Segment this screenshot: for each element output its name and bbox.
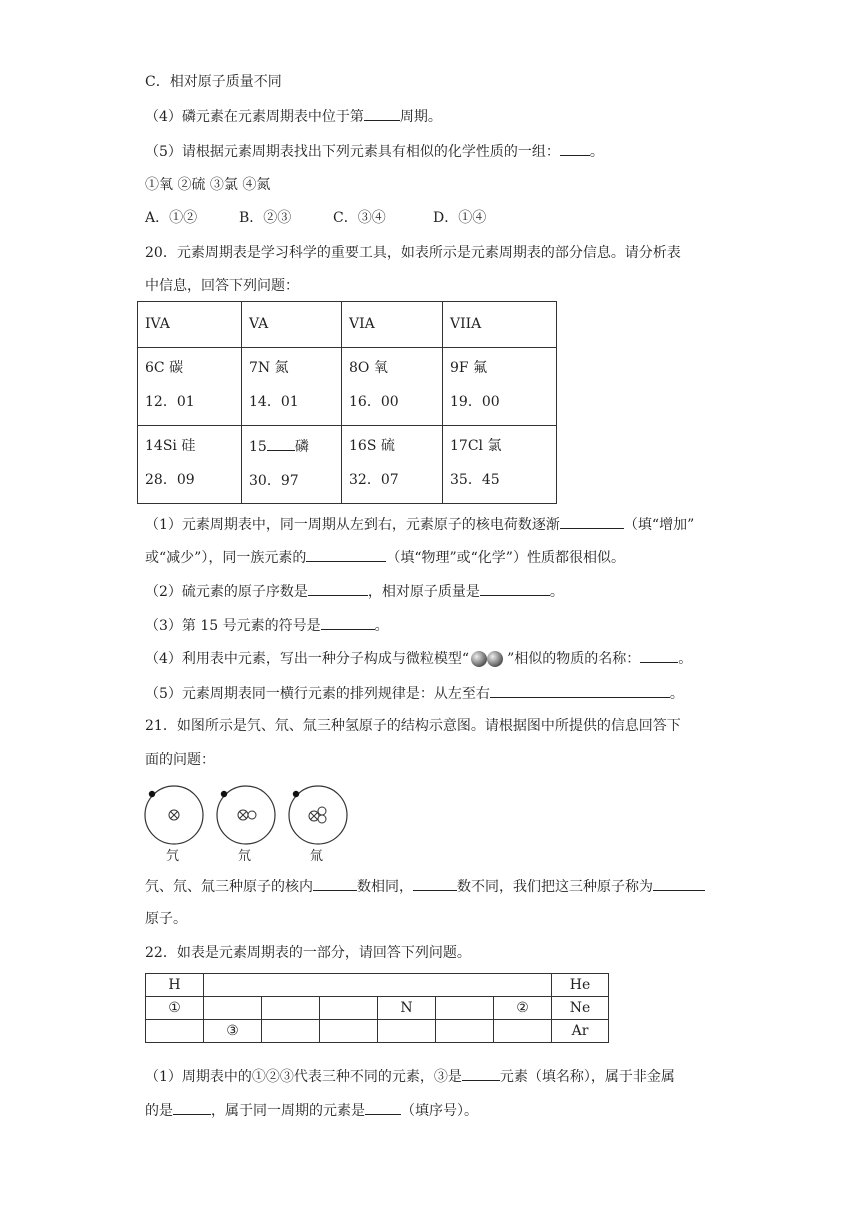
- periodic-table-20: [137, 301, 557, 504]
- element-mass: 14．01: [249, 394, 299, 410]
- element-cell: [494, 1020, 552, 1043]
- option-a[interactable]: A．①②: [145, 210, 198, 226]
- question-21-stem: 21．如图所示是氕、氘、氚三种氢原子的结构示意图。请根据图中所提供的信息回答下: [145, 718, 681, 734]
- answer-blank[interactable]: [313, 876, 357, 891]
- answer-blank[interactable]: [480, 581, 550, 596]
- group-header: IVA: [138, 302, 242, 348]
- answer-blank[interactable]: [365, 1100, 401, 1115]
- element-cell: ②: [494, 997, 552, 1020]
- question-21-stem-2: 面的问题：: [145, 752, 215, 768]
- answer-blank[interactable]: [308, 581, 368, 596]
- deuterium-label: 氘: [238, 849, 252, 864]
- element-cell: H: [146, 974, 204, 997]
- q21-answer-line: [145, 876, 705, 897]
- q20-part4: [145, 648, 692, 669]
- element-cell: [204, 997, 262, 1020]
- element-mass: 19．00: [450, 394, 500, 410]
- element-cell: [262, 1020, 320, 1043]
- group-header: VA: [242, 302, 342, 348]
- q5-prefix: （5）请根据元素周期表找出下列元素具有相似的化学性质的一组：: [145, 144, 560, 160]
- element-cell: [146, 1020, 204, 1043]
- element-cell: Ar: [552, 1020, 609, 1043]
- protium-label: 氕: [166, 849, 180, 864]
- q20-part3: [145, 615, 389, 636]
- element-mass: 16．00: [349, 394, 399, 410]
- atomic-number: 15: [249, 439, 267, 455]
- group-header: VIA: [342, 302, 443, 348]
- element-name: 7N 氮: [249, 360, 289, 376]
- q5-suffix: 。: [589, 144, 604, 160]
- element-cell: Ne: [552, 997, 609, 1020]
- element-mass: 32．07: [349, 472, 399, 488]
- element-cell: [138, 426, 242, 504]
- answer-blank[interactable]: [321, 615, 375, 630]
- q20-5-suffix: 。: [669, 686, 684, 702]
- element-cell: [242, 348, 342, 426]
- q20-4-suffix: 。: [678, 651, 693, 667]
- deuterium-atom-diagram: [215, 784, 277, 846]
- q22-1-mid: 元素（填名称），属于非金属: [499, 1069, 675, 1085]
- q21-mid1: 数相同，: [357, 879, 413, 895]
- element-list: ①氧 ②硫 ③氯 ④氮: [145, 177, 271, 193]
- answer-blank[interactable]: [640, 648, 678, 663]
- q20-part5: [145, 683, 684, 704]
- q20-4-mid: ”相似的物质的名称：: [507, 651, 641, 667]
- q4-prefix: （4）磷元素在元素周期表中位于第: [145, 109, 364, 125]
- element-cell: [443, 426, 557, 504]
- q20-2-suffix: 。: [549, 584, 564, 600]
- element-cell: [320, 1020, 378, 1043]
- element-name: 17Cl 氯: [450, 438, 502, 454]
- q22-1-cont: 的是: [145, 1103, 173, 1119]
- q22-part1-cont: [145, 1100, 478, 1121]
- q21-mid2: 数不同，我们把这三种原子称为: [457, 879, 653, 895]
- answer-blank[interactable]: [462, 1066, 500, 1081]
- element-mass: 12．01: [145, 394, 195, 410]
- answer-blank[interactable]: [267, 436, 295, 451]
- q20-2-mid: ，相对原子质量是: [367, 584, 480, 600]
- empty-span: [204, 974, 552, 997]
- element-mass: 35．45: [450, 472, 500, 488]
- q20-part2: [145, 581, 564, 602]
- element-cell: N: [378, 997, 436, 1020]
- option-b[interactable]: B．②③: [239, 210, 292, 226]
- q22-part1: [145, 1066, 675, 1087]
- tritium-atom-diagram: [287, 784, 349, 846]
- q20-part1: [145, 514, 694, 535]
- element-cell: ③: [204, 1020, 262, 1043]
- q20-4-prefix: （4）利用表中元素，写出一种分子构成与微粒模型“: [145, 651, 470, 667]
- q20-2-prefix: （2）硫元素的原子序数是: [145, 584, 308, 600]
- q20-1-prefix: （1）元素周期表中，同一周期从左到右，元素原子的核电荷数逐渐: [145, 517, 560, 533]
- periodic-table-22: [145, 973, 609, 1043]
- element-name: 9F 氟: [450, 360, 488, 376]
- answer-blank[interactable]: [490, 683, 670, 698]
- choice-options: [145, 208, 486, 228]
- q20-1-hint: （填“增加”: [623, 517, 695, 533]
- element-cell: [436, 1020, 494, 1043]
- q21-prefix: 氕、氘、氚三种原子的核内: [145, 879, 313, 895]
- element-cell: [342, 348, 443, 426]
- tritium-label: 氚: [310, 849, 324, 864]
- q20-part1-cont: [145, 547, 625, 568]
- element-cell: [242, 426, 342, 504]
- element-cell: [436, 997, 494, 1020]
- q22-1-suffix: （填序号）。: [401, 1103, 478, 1119]
- answer-blank[interactable]: [560, 141, 590, 156]
- q20-1-hint2: （填“物理”或“化学”）性质都很相似。: [386, 550, 625, 566]
- question-20-stem: 20．元素周期表是学习科学的重要工具，如表所示是元素周期表的部分信息。请分析表: [145, 245, 681, 261]
- q4-suffix: 周期。: [399, 109, 442, 125]
- option-d[interactable]: D．①④: [433, 210, 487, 226]
- answer-blank[interactable]: [364, 106, 400, 121]
- element-cell: [378, 1020, 436, 1043]
- element-name: 16S 硫: [349, 438, 395, 454]
- element-cell: [443, 348, 557, 426]
- element-cell: ①: [146, 997, 204, 1020]
- answer-blank[interactable]: [560, 514, 624, 529]
- q22-1-mid2: ，属于同一周期的元素是: [211, 1103, 365, 1119]
- answer-blank[interactable]: [413, 876, 457, 891]
- element-name: 6C 碳: [145, 360, 184, 376]
- answer-blank[interactable]: [653, 876, 705, 891]
- q20-3-prefix: （3）第 15 号元素的符号是: [145, 618, 321, 634]
- answer-blank[interactable]: [306, 547, 386, 562]
- element-cell: [138, 348, 242, 426]
- option-c-text: C．相对原子质量不同: [145, 74, 282, 90]
- question-22-stem: 22．如表是元素周期表的一部分，请回答下列问题。: [145, 945, 471, 961]
- q20-3-suffix: 。: [374, 618, 389, 634]
- q20-1-cont: 或“减少”），同一族元素的: [145, 550, 307, 566]
- element-name: 8O 氧: [349, 360, 388, 376]
- element-mass: 30．97: [249, 473, 299, 489]
- answer-blank[interactable]: [173, 1100, 211, 1115]
- q21-answer-line-2: 原子。: [145, 911, 187, 927]
- option-c[interactable]: C．③④: [333, 210, 386, 226]
- element-cell: [320, 997, 378, 1020]
- element-mass: 28．09: [145, 472, 195, 488]
- element-cell: He: [552, 974, 609, 997]
- question-20-stem-2: 中信息，回答下列问题：: [145, 278, 299, 294]
- protium-atom-diagram: [143, 784, 205, 846]
- element-cn-name: 磷: [294, 439, 309, 455]
- question-4-text: [145, 106, 442, 127]
- q22-1-prefix: （1）周期表中的①②③代表三种不同的元素，③是: [145, 1069, 462, 1085]
- element-name: 14Si 硅: [145, 438, 196, 454]
- question-5-text: [145, 141, 604, 162]
- element-cell: [262, 997, 320, 1020]
- element-cell: [342, 426, 443, 504]
- molecule-model-icon: [469, 650, 507, 668]
- q20-5-prefix: （5）元素周期表同一横行元素的排列规律是：从左至右: [145, 686, 490, 702]
- element-name: [249, 436, 341, 457]
- group-header: VIIA: [443, 302, 557, 348]
